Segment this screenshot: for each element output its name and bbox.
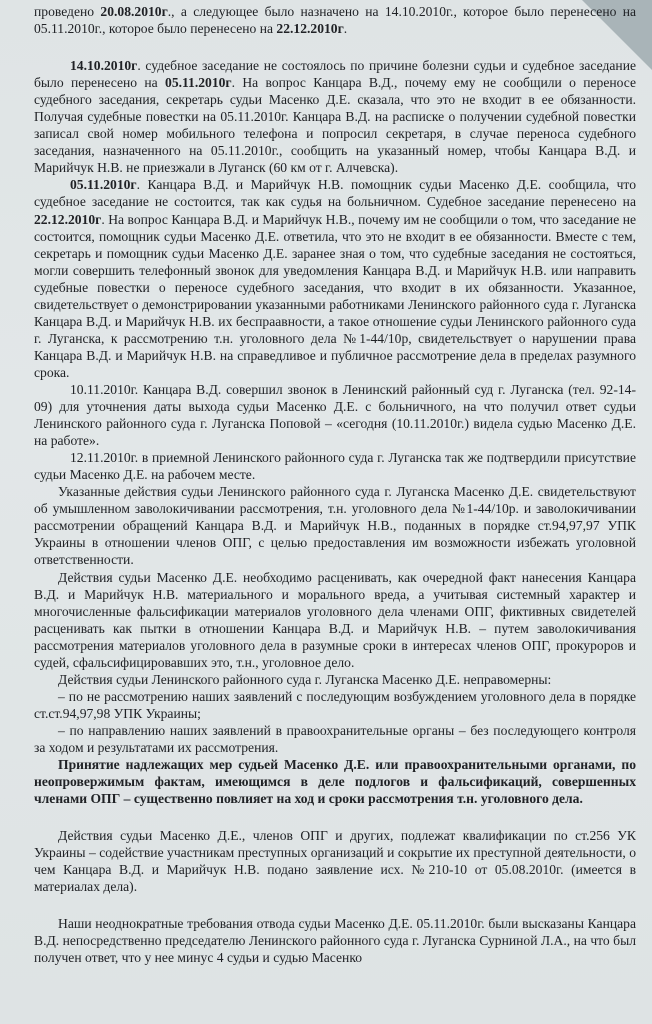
paragraph-8: Действия судьи Ленинского районного суда г. Луганска Масенко Д.Е. неправомерны: (58, 671, 552, 687)
paragraph-9: – по не рассмотрению наших заявлений с последующим возбуждением уголовного дела в порядке ст.ст.94,97,98 УПК Украины; (34, 688, 636, 721)
paragraph-6: Указанные действия судьи Ленинского районного суда г. Луганска Масенко Д.Е. свидетельствуют об умышленном заволокичивании рассмотрения, т.н. уголовного дела №1-44/10р. и заволокичивании рассмотрении обращений Канцара В.Д. и Марийчук Н.В., поданных в порядке ст.94,97,97 УПК Украины в отношении членов ОПГ, с целью предоставления им возможности избежать уголовной ответственности. (34, 484, 636, 568)
paragraph-13: Наши неоднократные требования отвода судьи Масенко Д.Е. 05.11.2010г. были высказаны Канцара В.Д. непосредственно председателю Ленинского районного суда г. Луганска Сурниной Л.А., на что был получен ответ, что у нее минус 4 судьи и судью Масенко (34, 916, 636, 966)
paragraph-12: Действия судьи Масенко Д.Е., членов ОПГ и других, подлежат квалификации по ст.256 УК Украины – содействие участникам преступных организаций и сокрытие их преступной деятельности, о чем Канцара В.Д. и Марийчук Н.В. подано заявление исх. №210-10 от 05.08.2010г. (имеется в материалах дела). (34, 828, 636, 895)
paragraph-7: Действия судьи Масенко Д.Е. необходимо расценивать, как очередной факт нанесения Канцара В.Д. и Марийчук Н.В. материального и морального вреда, а учитывая системный характер и многочисленные фальсификации материалов уголовного дела членами ОПГ, фиктивных свидетелей расценивать как пытки в отношении Канцара В.Д. и Марийчук Н.В. – путем заволокичивания рассмотрения материалов уголовного дела в разумные сроки в интересах членов ОПГ, прокуроров и судей, сфальсифицировавших это, т.н., уголовное дело. (34, 569, 636, 670)
document-body (34, 3, 636, 966)
paragraph-4: 10.11.2010г. Канцара В.Д. совершил звонок в Ленинский районный суд г. Луганска (тел. 92-14-09) для уточнения даты выхода судьи Масенко Д.Е. с больничного, на что получил ответ судьи Ленинского районного суда г. Луганска Поповой – «сегодня (10.11.2010г.) видела судью Масенко Д.Е. на работе». (34, 381, 636, 449)
paragraph-3: 05.11.2010г. Канцара В.Д. и Марийчук Н.В. помощник судьи Масенко Д.Е. сообщила, что судебное заседание не состоится, так как судья на больничном. Судебное заседание перенесено на 22.12.2010г. На вопрос Канцара В.Д. и Марийчук Н.В., почему им не сообщили о том, что заседание не состоится, помощник судьи Масенко Д.Е. ответила, что это не входит в ее обязанности. Вместе с тем, секретарь и помощник судьи Масенко Д.Е. заранее зная о том, что судебные заседания не состояться, могли совершить телефонный звонок для уведомления Канцара В.Д. и Марийчук Н.В. или направить судебные повестки о переносе судебного заседания, что входит в их обязанности. Указанное, свидетельствует о демонстрировании указанными работниками Ленинского районного суда г. Луганска Канцара В.Д. и Марийчук Н.В. их беспраавности, а такое отношение судьи Ленинского районного суда г. Луганска, к рассмотрению т.н. уголовного дела №1-44/10р, свидетельствует о нарушении права Канцара В.Д. и Марийчук Н.В. на справедливое и публичное рассмотрение дела в пределах разумного срока. (34, 177, 636, 380)
paragraph-10: – по направлению наших заявлений в правоохранительные органы – без последующего контроля за ходом и результатами их рассмотрения. (34, 722, 636, 755)
paragraph-2: 14.10.2010г. судебное заседание не состоялось по причине болезни судьи и судебное заседание было перенесено на 05.11.2010г. На вопрос Канцара В.Д., почему ему не сообщили о переносе судебного заседания, секретарь судьи Масенко Д.Е. сказала, что это не входит в ее обязанности. Получая судебные повестки на 05.11.2010г. Канцара В.Д. на расписке о получении судебной повестки записал свой номер мобильного телефона и попросил секретаря, в случае переноса судебного заседания, назначенного на 05.11.2010г., сообщить на указанный номер, чтобы Канцара В.Д. и Марийчук Н.В. не приезжали в Луганск (60 км от г. Алчевска). (34, 58, 636, 176)
paragraph-1: проведено 20.08.2010г., а следующее было назначено на 14.10.2010г., которое было перенесено на 05.11.2010г., которое было перенесено на 22.12.2010г. (34, 4, 637, 37)
paragraph-11-bold: Принятие надлежащих мер судьей Масенко Д.Е. или правоохранительными органами, по неопровержимым фактам, имеющимся в деле подлогов и фальсификаций, совершенных членами ОПГ – существенно повлияет на ход и сроки рассмотрения т.н. уголовного дела. (34, 757, 636, 807)
paragraph-5: 12.11.2010г. в приемной Ленинского районного суда г. Луганска так же подтвердили присутствие судьи Масенко Д.Е. на рабочем месте. (34, 450, 636, 483)
